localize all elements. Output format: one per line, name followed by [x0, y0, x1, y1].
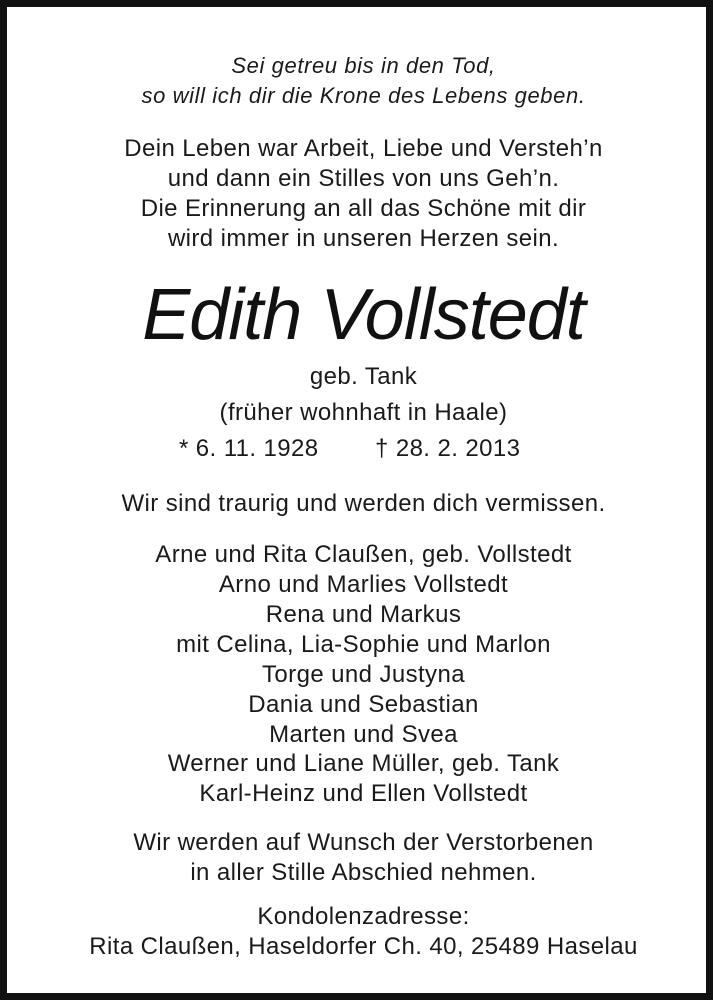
former-residence: (früher wohnhaft in Haale) — [219, 399, 508, 426]
poem-line-3: Die Erinnerung an all das Schöne mit dir — [140, 195, 587, 222]
mourner-line: Marten und Svea — [269, 721, 458, 748]
mourner-line: mit Celina, Lia-Sophie und Marlon — [176, 631, 551, 658]
grief-line: Wir sind traurig und werden dich vermissen. — [121, 490, 606, 517]
farewell-line-2: in aller Stille Abschied nehmen. — [190, 859, 537, 886]
mourner-line: Arne und Rita Claußen, geb. Vollstedt — [155, 541, 572, 568]
mourner-line: Torge und Justyna — [262, 661, 465, 688]
mourner-line: Arno und Marlies Vollstedt — [218, 571, 509, 598]
farewell-line-1: Wir werden auf Wunsch der Verstorbenen — [133, 829, 594, 856]
birth-date: * 6. 11. 1928 — [179, 435, 319, 462]
deceased-name: Edith Vollstedt — [142, 275, 585, 355]
motto-line-2: so will ich dir die Krone des Lebens geben. — [141, 83, 586, 108]
mourner-line: Werner und Liane Müller, geb. Tank — [167, 750, 560, 777]
mourner-line: Karl-Heinz und Ellen Vollstedt — [199, 780, 528, 807]
poem-line-4: wird immer in unseren Herzen sein. — [167, 225, 560, 252]
death-date: † 28. 2. 2013 — [375, 435, 521, 462]
mourner-line: Dania und Sebastian — [248, 691, 479, 718]
motto-line-1: Sei getreu bis in den Tod, — [231, 53, 496, 78]
poem-line-2: und dann ein Stilles von uns Geh’n. — [167, 165, 560, 192]
maiden-name: geb. Tank — [309, 363, 418, 390]
life-dates — [7, 437, 713, 467]
condolence-address: Rita Claußen, Haseldorfer Ch. 40, 25489 Haselau — [89, 933, 638, 960]
mourner-line: Rena und Markus — [265, 601, 462, 628]
condolence-label: Kondolenzadresse: — [257, 903, 470, 930]
poem-line-1: Dein Leben war Arbeit, Liebe und Versteh’n — [124, 135, 603, 162]
